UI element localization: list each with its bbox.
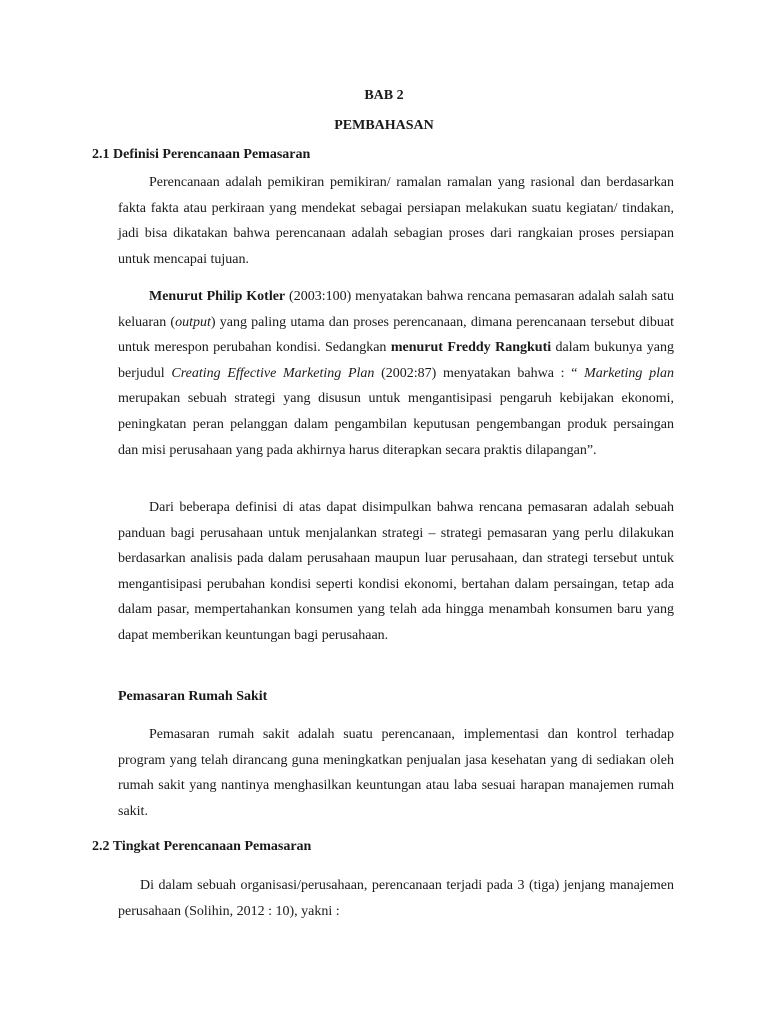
term-output: output	[175, 314, 211, 330]
paragraph-definition	[118, 170, 674, 272]
chapter-label: BAB 2	[364, 88, 404, 103]
paragraph-rumah-sakit	[118, 722, 674, 824]
paragraph-text: Pemasaran rumah sakit adalah suatu perencanaan, implementasi dan kontrol terhadap program yang telah dirancang guna meningkatkan penjualan jasa kesehatan yang di sediakan oleh rumah sakit yang nantinya menghasilkan keuntungan atau laba sesuai harapan manajemen rumah sakit.	[118, 727, 674, 819]
text-run: ) yang paling utama dan proses perencanaan, dimana perencanaan tersebut dibuat untuk merespon perubahan kondisi. Sedangkan	[118, 314, 674, 356]
sub-heading-rumah-sakit: Pemasaran Rumah Sakit	[118, 689, 268, 704]
citation-kotler: Menurut Philip Kotler	[149, 289, 286, 304]
term-marketing-plan: Marketing plan	[584, 365, 675, 381]
paragraph-text: Perencanaan adalah pemikiran pemikiran/ ramalan ramalan yang rasional dan berdasarkan fakta fakta atau perkiraan yang mendekat sebagai persiapan melakukan suatu kegiatan/ tindakan, jadi bisa dikatakan bahwa perencanaan adalah sebagian proses dari rangkaian proses persiapan untuk mencapai tujuan.	[118, 175, 674, 267]
paragraph-text: Di dalam sebuah organisasi/perusahaan, perencanaan terjadi pada 3 (tiga) jenjang manajemen perusahaan (Solihin, 2012 : 10), yakni :	[118, 878, 674, 919]
citation-rangkuti: menurut Freddy Rangkuti	[390, 340, 552, 356]
paragraph-text	[118, 284, 674, 463]
paragraph-text: Dari beberapa definisi di atas dapat disimpulkan bahwa rencana pemasaran adalah sebuah panduan bagi perusahaan untuk menjalankan strategi – strategi pemasaran yang perlu dilakukan berdasarkan analisis pada dalam perusahaan maupun luar perusahaan, dan strategi tersebut untuk mengantisipasi perubahan kondisi seperti kondisi ekonomi, bertahan dalam persaingan, tetap ada dalam pasar, mempertahankan konsumen yang telah ada hingga menambah konsumen baru yang dapat memberikan keuntungan bagi perusahaan.	[118, 500, 674, 643]
chapter-title: PEMBAHASAN	[334, 118, 434, 133]
text-run: dalam bukunya yang berjudul	[118, 340, 675, 381]
section-heading-2-2: 2.2 Tingkat Perencanaan Pemasaran	[92, 839, 312, 854]
paragraph-tingkat	[118, 873, 674, 924]
section-heading-2-1: 2.1 Definisi Perencanaan Pemasaran	[92, 147, 311, 162]
paragraph-conclusion	[118, 495, 674, 649]
text-run: (2003:100) menyatakan bahwa rencana pemasaran adalah salah satu keluaran (	[118, 289, 674, 330]
paragraph-kotler-rangkuti	[118, 284, 674, 463]
text-run: merupakan sebuah strategi yang disusun untuk mengantisipasi pengaruh kebijakan ekonomi, peningkatan peran pelanggan dalam pengambilan keputusan pengembangan produk persaingan dan misi perusahaan yang pada akhirnya harus diterapkan secara praktis dilapangan”.	[118, 391, 674, 458]
book-title: Creating Effective Marketing Plan	[171, 365, 375, 381]
text-run: (2002:87) menyatakan bahwa : “	[374, 365, 585, 381]
